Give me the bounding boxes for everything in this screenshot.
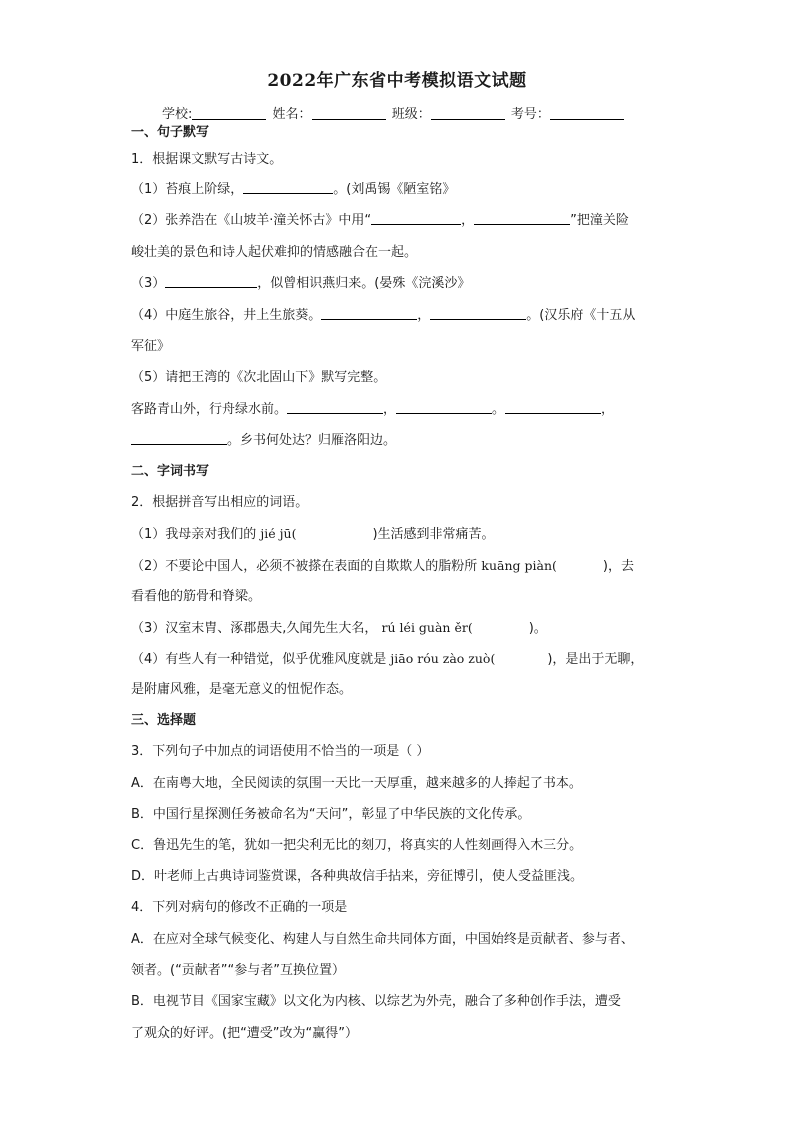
line-text: ，	[461, 213, 475, 228]
exam-no-blank[interactable]	[550, 106, 624, 120]
question-stem: 1．根据课文默写古诗文。	[131, 152, 283, 167]
question-line	[131, 275, 470, 293]
question-line	[131, 650, 643, 669]
exam-no-label: 考号：	[510, 107, 550, 122]
answer-blank[interactable]	[165, 275, 257, 288]
question-stem: 2．根据拼音写出相应的词语。	[131, 495, 309, 510]
answer-blank[interactable]	[396, 401, 492, 414]
choice-option-b[interactable]: B．中国行星探测任务被命名为“天问”，彰显了中华民族的文化传承。	[131, 807, 531, 822]
section-heading: 一、句子默写	[131, 125, 210, 140]
question-line	[131, 525, 495, 544]
pinyin: kuāng piàn(	[481, 558, 557, 573]
question-line	[131, 432, 396, 450]
answer-blank[interactable]	[430, 307, 526, 320]
line-text: 。(汉乐府《十五从	[526, 308, 636, 323]
school-blank[interactable]	[192, 106, 266, 120]
line-text: )。	[528, 621, 547, 636]
choice-option-a[interactable]: A．在南粤大地，全民阅读的氛围一天比一天厚重，越来越多的人捧起了书本。	[131, 776, 582, 791]
line-text: 客路青山外，行舟绿水前。	[131, 402, 288, 417]
question-line: 是附庸风雅，是毫无意义的忸怩作态。	[131, 682, 353, 697]
choice-option-b[interactable]: B．电视节目《国家宝藏》以文化为内核、以综艺为外壳，融合了多种创作手法，遭受	[131, 994, 621, 1009]
pinyin: jiāo róu zào zuò(	[390, 651, 496, 666]
line-text: ，	[601, 402, 615, 417]
name-blank[interactable]	[312, 106, 386, 120]
question-line: 峻壮美的景色和诗人起伏难抑的情感融合在一起。	[131, 245, 418, 260]
line-text: )，去	[602, 559, 634, 574]
question-line	[131, 619, 547, 638]
page-title: 2022年广东省中考模拟语文试题	[267, 71, 527, 91]
answer-blank[interactable]	[505, 401, 601, 414]
answer-blank[interactable]	[287, 401, 383, 414]
line-text: 。乡书何处达？归雁洛阳边。	[227, 433, 397, 448]
line-text: （1）我母亲对我们的	[131, 527, 261, 542]
answer-blank[interactable]	[243, 181, 333, 194]
line-text: ，似曾相识燕归来。(晏殊《浣溪沙》	[257, 276, 471, 291]
line-text: （2）不要论中国人，必须不被搽在表面的自欺欺人的脂粉所	[131, 559, 482, 574]
line-text: ”把潼关险	[570, 213, 629, 228]
choice-option-d[interactable]: D．叶老师上古典诗词鉴赏课，各种典故信手拈来，旁征博引，使人受益匪浅。	[131, 869, 584, 884]
class-blank[interactable]	[431, 106, 505, 120]
line-text: ，	[383, 402, 397, 417]
line-text: 。(刘禹锡《陋室铭》	[333, 182, 456, 197]
question-line	[131, 307, 635, 325]
question-line: 军征》	[131, 339, 171, 354]
line-text: （3）	[131, 276, 166, 291]
line-text: ，	[417, 308, 431, 323]
choice-option-a-cont: 领者。(“贡献者”“参与者”互换位置）	[131, 963, 346, 978]
question-line	[131, 557, 634, 576]
question-line	[131, 212, 629, 230]
question-line	[131, 181, 455, 199]
line-text: （1）苔痕上阶绿，	[131, 182, 244, 197]
line-text: )，是出于无聊，	[547, 652, 644, 667]
line-text: （3）汉室末胄、涿郡愚夫,久闻先生大名，	[131, 621, 382, 636]
question-stem: 3．下列句子中加点的词语使用不恰当的一项是（ ）	[131, 744, 430, 759]
student-info-row	[162, 103, 626, 122]
line-text: （2）张养浩在《山坡羊·潼关怀古》中用“	[131, 213, 372, 228]
line-text: （4）有些人有一种错觉，似乎优雅风度就是	[131, 652, 391, 667]
question-line	[131, 401, 614, 419]
answer-blank[interactable]	[474, 212, 570, 225]
school-label: 学校:	[162, 107, 193, 122]
line-text: 。	[492, 402, 506, 417]
pinyin: rú léi guàn ěr(	[381, 620, 473, 635]
choice-option-c[interactable]: C．鲁迅先生的笔，犹如一把尖利无比的刻刀，将真实的人性刻画得入木三分。	[131, 838, 583, 853]
line-text: （4）中庭生旅谷，井上生旅葵。	[131, 308, 322, 323]
question-line: （5）请把王湾的《次北固山下》默写完整。	[131, 370, 387, 385]
question-line: 看看他的筋骨和脊梁。	[131, 589, 262, 604]
section-heading: 三、选择题	[131, 713, 197, 728]
choice-option-a[interactable]: A．在应对全球气候变化、构建人与自然生命共同体方面，中国始终是贡献者、参与者、	[131, 932, 634, 947]
choice-option-b-cont: 了观众的好评。(把“遭受”改为“赢得”）	[131, 1026, 359, 1041]
section-heading: 二、字词书写	[131, 464, 210, 479]
pinyin: jié jū(	[260, 526, 297, 541]
name-label: 姓名：	[272, 107, 312, 122]
answer-blank[interactable]	[371, 212, 461, 225]
answer-blank[interactable]	[321, 307, 417, 320]
line-text: )生活感到非常痛苦。	[372, 527, 495, 542]
answer-blank[interactable]	[131, 432, 227, 445]
class-label: 班级：	[391, 107, 431, 122]
question-stem: 4．下列对病句的修改不正确的一项是	[131, 900, 348, 915]
